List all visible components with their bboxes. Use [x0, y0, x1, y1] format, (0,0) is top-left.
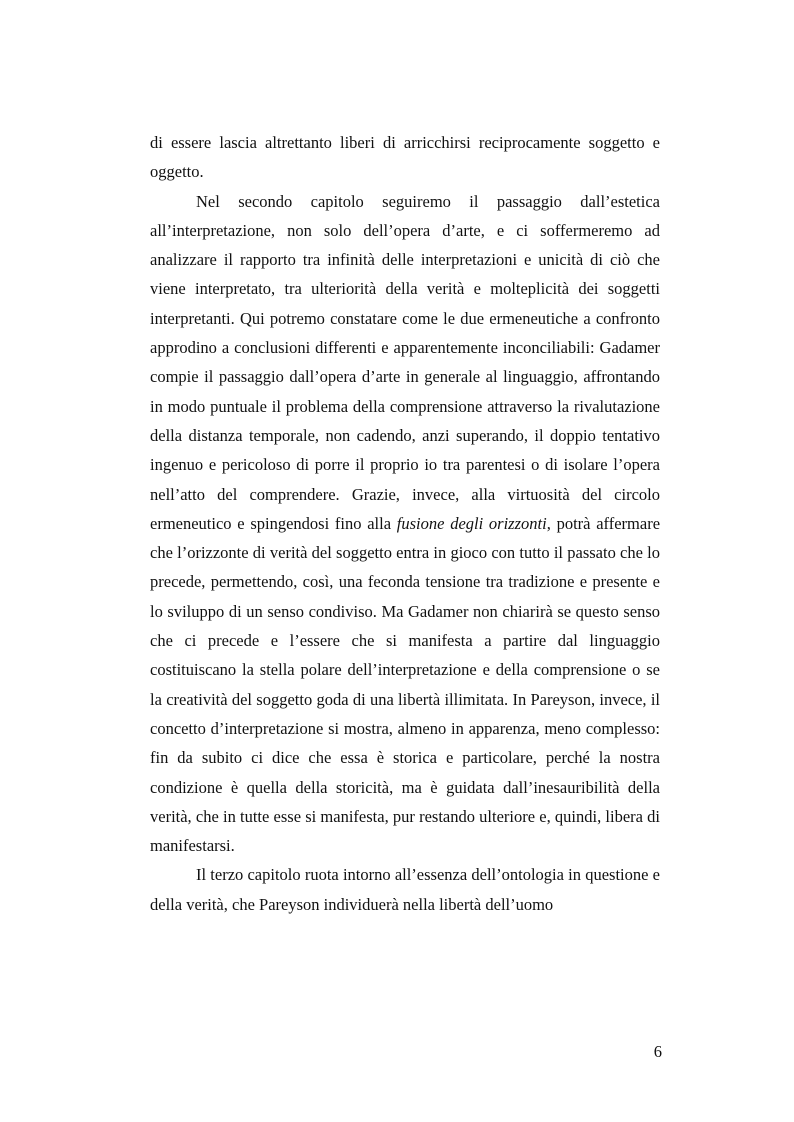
- paragraph-text: di essere lascia altrettanto liberi di arricchirsi reciprocamente soggetto e oggetto.: [150, 133, 660, 182]
- paragraph-text: , potrà affermare che l’orizzonte di verità del soggetto entra in gioco con tutto il passato che lo precede, permettendo, così, una feconda tensione tra tradizione e presente e lo sviluppo di un senso condiviso. Ma Gadamer non chiarirà se questo senso che ci precede e l’essere che si manifesta a partire dal linguaggio costituiscano la stella polare dell’interpretazione e della comprensione o se la creatività del soggetto goda di una libertà illimitata. In Pareyson, invece, il concetto d’interpretazione si mostra, almeno in apparenza, meno complesso: fin da subito ci dice che essa è storica e particolare, perché la nostra condizione è quella della storicità, ma è guidata dall’inesauribilità della verità, che in tutte esse si manifesta, pur restando ulteriore e, quindi, libera di manifestarsi.: [150, 513, 661, 856]
- document-body: [150, 128, 660, 919]
- paragraph-text: Il terzo capitolo ruota intorno all’essenza dell’ontologia in questione e della verità, che Pareyson individuerà nella libertà dell’uomo: [150, 865, 660, 914]
- italic-term: fusione degli orizzonti: [396, 513, 547, 533]
- paragraph-continuation: [150, 128, 660, 187]
- paragraph-third-chapter: [150, 860, 660, 919]
- paragraph-text: Nel secondo capitolo seguiremo il passaggio dall’estetica all’interpretazione, non solo dell’opera d’arte, e ci soffermeremo ad analizzare il rapporto tra infinità delle interpretazioni e unicità di ciò che viene interpretato, tra ulteriorità della verità e molteplicità dei soggetti interpretanti. Qui potremo constatare come le due ermeneutiche a confronto approdino a conclusioni differenti e apparentemente inconciliabili: Gadamer compie il passaggio dall’opera d’arte in generale al linguaggio, affrontando in modo puntuale il problema della comprensione attraverso la rivalutazione della distanza temporale, non cadendo, anzi superando, il doppio tentativo ingenuo e pericoloso di porre il proprio io tra parentesi o di isolare l’opera nell’atto del comprendere. Grazie, invece, alla virtuosità del circolo ermeneutico e spingendosi fino alla: [150, 191, 660, 533]
- page-number: 6: [653, 1042, 662, 1061]
- paragraph-second-chapter: [150, 187, 660, 861]
